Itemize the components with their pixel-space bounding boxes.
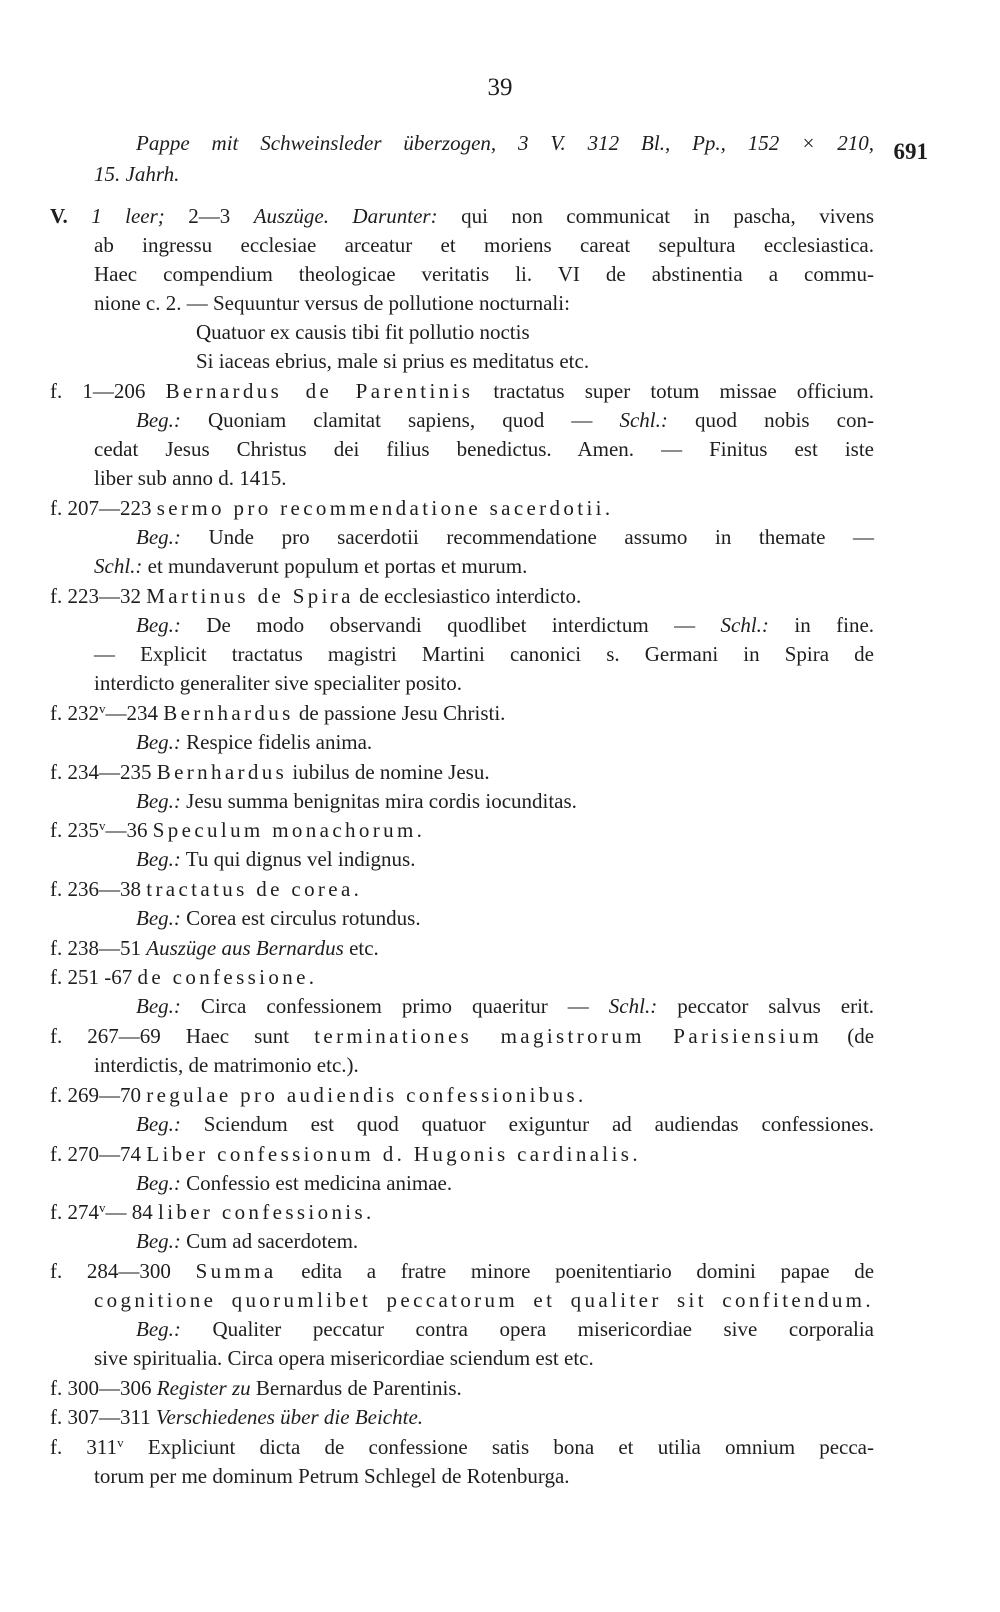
- incipit-line: Beg.: Quoniam clamitat sapiens, quod — Schl.: quod nobis con-: [136, 408, 874, 432]
- entry-f269: f. 269—70 regulae pro audiendis confessionibus.: [50, 1083, 587, 1107]
- verse-line: Quatuor ex causis tibi fit pollutio noctis: [196, 320, 530, 344]
- text-line: ab ingressu ecclesiae arceatur et moriens careat sepultura ecclesiastica.: [94, 233, 874, 257]
- incipit-line: Beg.: Corea est circulus rotundus.: [136, 906, 421, 930]
- text-line: nione c. 2. — Sequuntur versus de pollutione nocturnali:: [94, 291, 570, 315]
- incipit-line: Beg.: Respice fidelis anima.: [136, 730, 373, 754]
- entry-v1: V. 1 leer; 2—3 Auszüge. Darunter: qui non communicat in pascha, vivens: [50, 204, 875, 228]
- text-line: — Explicit tractatus magistri Martini canonici s. Germani in Spira de: [94, 642, 874, 666]
- entry-f267: f. 267—69 Haec sunt terminationes magistrorum Parisiensium (de: [50, 1024, 875, 1048]
- text-line: interdictis, de matrimonio etc.).: [94, 1053, 359, 1077]
- entry-f311v: f. 311$^v$ Expliciunt dicta de confessione satis bona et utilia omnium pecca-: [50, 1435, 874, 1459]
- entry-f270: f. 270—74 Liber confessionum d. Hugonis cardinalis.: [50, 1142, 641, 1166]
- entry-f251: f. 251 -67 de confessione.: [50, 965, 318, 989]
- entry-f207: f. 207—223 sermo pro recommendatione sacerdotii.: [50, 496, 614, 520]
- explicit-line: Schl.: et mundaverunt populum et portas et murum.: [94, 554, 528, 578]
- text-line: liber sub anno d. 1415.: [94, 466, 287, 490]
- entry-f234: f. 234—235 Bernhardus iubilus de nomine Jesu.: [50, 760, 490, 784]
- text-line: Haec compendium theologicae veritatis li. VI de abstinentia a commu-: [94, 262, 874, 286]
- incipit-line: Beg.: Circa confessionem primo quaeritur — Schl.: peccator salvus erit.: [136, 994, 875, 1018]
- incipit-line: Beg.: Unde pro sacerdotii recommendatione assumo in themate —: [136, 525, 874, 549]
- entry-f274v: f. 274$^v$— 84 liber confessionis.: [50, 1200, 375, 1224]
- entry-f232v: f. 232$^v$—234 Bernhardus de passione Jesu Christi.: [50, 701, 506, 725]
- verse-line: Si iaceas ebrius, male si prius es meditatus etc.: [196, 349, 590, 373]
- entry-f300: f. 300—306 Register zu Bernardus de Parentinis.: [50, 1376, 462, 1400]
- text-line: cedat Jesus Christus dei filius benedictus. Amen. — Finitus est iste: [94, 437, 874, 461]
- incipit-line: Beg.: Jesu summa benignitas mira cordis iocunditas.: [136, 789, 577, 813]
- manuscript-number: 691: [893, 139, 928, 164]
- entry-f238: f. 238—51 Auszüge aus Bernardus etc.: [50, 936, 379, 960]
- incipit-line: Beg.: De modo observandi quodlibet interdictum — Schl.: in fine.: [136, 613, 875, 637]
- text-line: interdicto generaliter sive specialiter posito.: [94, 671, 462, 695]
- text-line: sive spiritualia. Circa opera misericordiae sciendum est etc.: [94, 1346, 594, 1370]
- header-line-2: 15. Jahrh.: [94, 162, 180, 186]
- incipit-line: Beg.: Cum ad sacerdotem.: [136, 1229, 359, 1253]
- entry-f284: f. 284—300 Summa edita a fratre minore poenitentiario domini papae de: [50, 1259, 875, 1283]
- incipit-line: Beg.: Confessio est medicina animae.: [136, 1171, 453, 1195]
- entry-f1: f. 1—206 Bernardus de Parentinis tractatus super totum missae officium.: [50, 379, 874, 403]
- page-number: 39: [487, 74, 513, 101]
- entry-f235v: f. 235$^v$—36 Speculum monachorum.: [50, 818, 426, 842]
- incipit-line: Beg.: Qualiter peccatur contra opera misericordiae sive corporalia: [136, 1317, 875, 1341]
- entry-f223: f. 223—32 Martinus de Spira de ecclesiastico interdicto.: [50, 584, 582, 608]
- incipit-line: Beg.: Tu qui dignus vel indignus.: [136, 847, 416, 871]
- text-line: torum per me dominum Petrum Schlegel de Rotenburga.: [94, 1464, 570, 1488]
- entry-f236: f. 236—38 tractatus de corea.: [50, 877, 363, 901]
- header-line-1: Pappe mit Schweinsleder überzogen, 3 V. 312 Bl., Pp., 152 × 210,: [136, 131, 874, 155]
- entry-f307: f. 307—311 Verschiedenes über die Beichte.: [50, 1405, 424, 1429]
- incipit-line: Beg.: Sciendum est quod quatuor exiguntur ad audiendas confessiones.: [136, 1112, 875, 1136]
- text-line: cognitione quorumlibet peccatorum et qualiter sit confitendum.: [94, 1288, 874, 1312]
